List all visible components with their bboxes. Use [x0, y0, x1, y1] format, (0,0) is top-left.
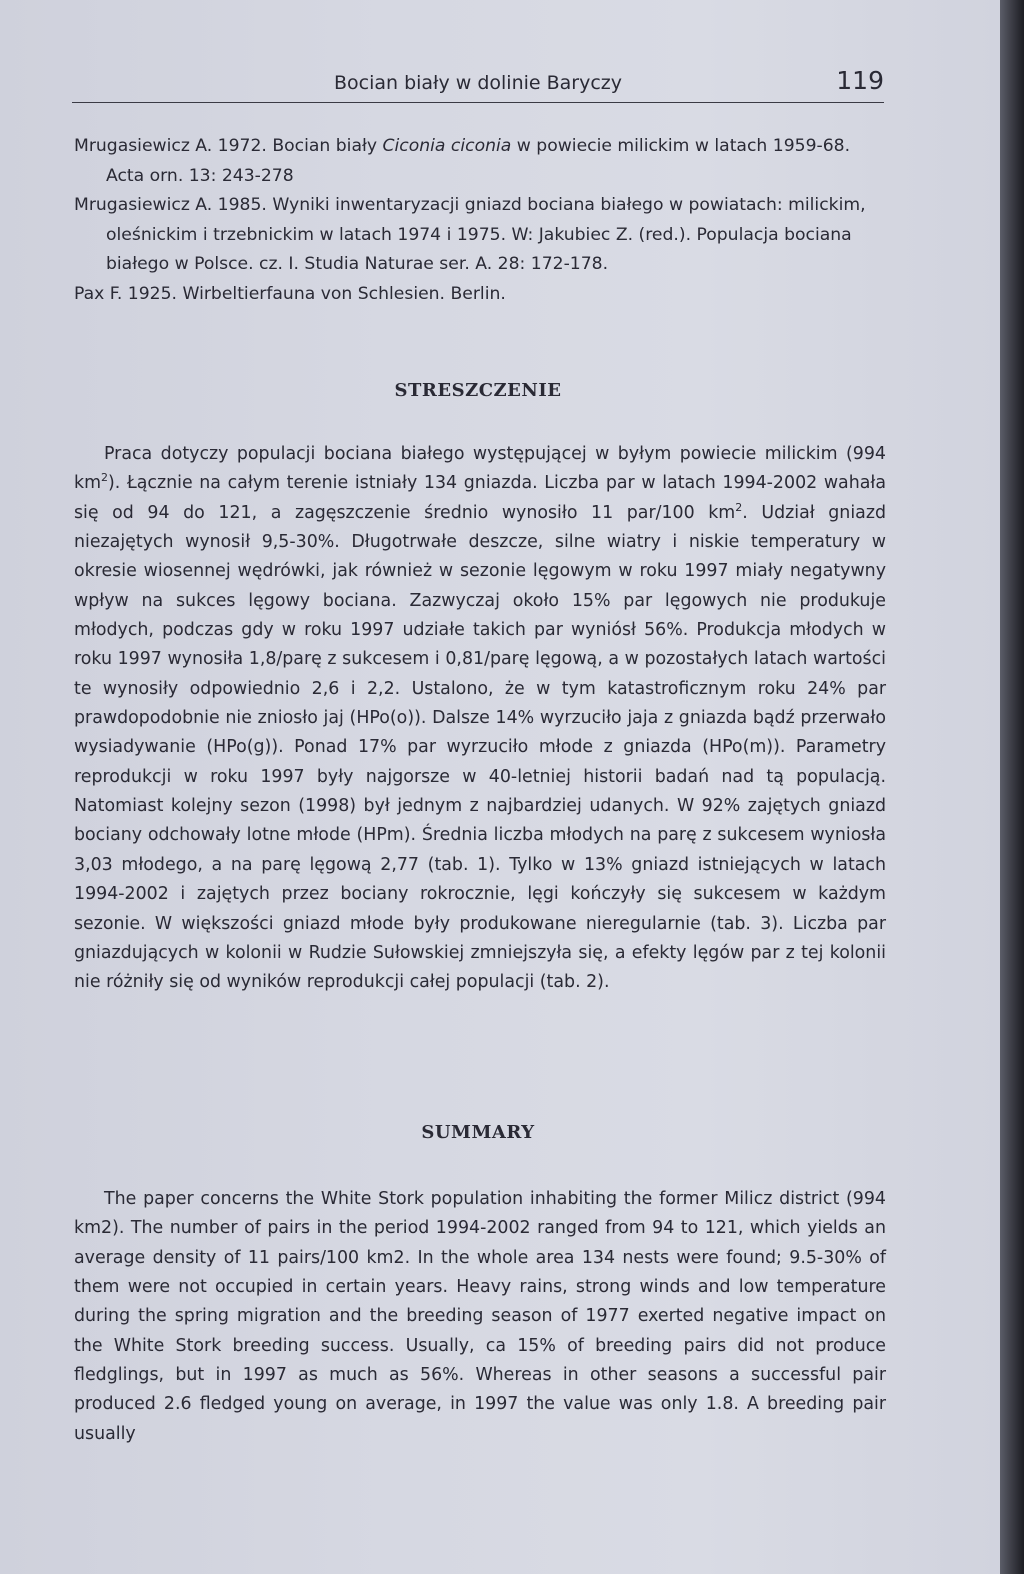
reference-species-name: Ciconia ciconia — [382, 136, 512, 156]
reference-text: Mrugasiewicz A. 1972. Bocian biały — [74, 136, 383, 156]
streszczenie-heading: STRESZCZENIE — [394, 380, 562, 401]
running-title: Bocian biały w dolinie Baryczy — [333, 72, 623, 94]
reference-list — [74, 132, 886, 309]
reference-item — [74, 191, 886, 280]
reference-text: Pax F. 1925. Wirbeltierfauna von Schlesien. Berlin. — [74, 283, 506, 304]
streszczenie-text: Praca dotyczy populacji bociana białego występującej w byłym powiecie milickim (994 km — [74, 444, 886, 494]
reference-item — [74, 280, 886, 310]
page-number: 119 — [836, 66, 884, 95]
streszczenie-paragraph — [74, 440, 886, 998]
superscript: 2 — [101, 471, 109, 485]
reference-text: w powiecie milickim w latach 1959-68. Acta orn. 13: 243-278 — [106, 136, 851, 186]
page-edge-shadow — [1000, 0, 1024, 1574]
summary-paragraph: The paper concerns the White Stork population inhabiting the former Milicz district (994 km2). The number of pairs in the period 1994-2002 ranged from 94 to 121, which yields an average density of 11 pairs/100 km2. In the whole area 134 nests were found; 9.5-30% of them were not occupied in certain years. Heavy rains, strong winds and low temperature during the spring migration and the breeding season of 1977 exerted negative impact on the White Stork breeding success. Usually, ca 15% of breeding pairs did not produce fledglings, but in 1997 as much as 56%. Whereas in other seasons a successful pair produced 2.6 fledged young on average, in 1997 the value was only 1.8. A breeding pair usually — [74, 1189, 886, 1444]
reference-text: Mrugasiewicz A. 1985. Wyniki inwentaryzacji gniazd bociana białego w powiatach: milickim, oleśnickim i trzebnickim w latach 1974 i 1975. W: Jakubiec Z. (red.). Populacja bociana białego w Polsce. cz. I. Studia Naturae ser. A. 28: 172-178. — [74, 195, 866, 274]
superscript: 2 — [735, 500, 743, 514]
streszczenie-text: . Udział gniazd niezajętych wynosił 9,5-30%. Długotrwałe deszcze, silne wiatry i niskie temperatury w okresie wiosennej wędrówki, jak również w sezonie lęgowym w roku 1997 miały negatywny wpływ na sukces lęgowy bociana. Zazwyczaj około 15% par lęgowych nie produkuje młodych, podczas gdy w roku 1997 udziałe takich par wyniósł 56%. Produkcja młodych w roku 1997 wynosiła 1,8/parę z sukcesem i 0,81/parę lęgową, a w pozostałych latach wartości te wynosiły odpowiednio 2,6 i 2,2. Ustalono, że w tym katastroficznym roku 24% par prawdopodobnie nie zniosło jaj (HPo(o)). Dalsze 14% wyrzuciło jaja z gniazda bądź przerwało wysiadywanie (HPo(g)). Ponad 17% par wyrzuciło młode z gniazda (HPo(m)). Parametry reprodukcji w roku 1997 były najgorsze w 40-letniej historii badań nad tą populacją. Natomiast kolejny sezon (1998) był jednym z najbardziej udanych. W 92% zajętych gniazd bociany odchowały lotne młode (HPm). Średnia liczba młodych na parę z sukcesem wyniosła 3,03 młodego, a na parę lęgową 2,77 (tab. 1). Tylko w 13% gniazd istniejących w latach 1994-2002 i zajętych przez bociany rokrocznie, lęgi kończyły się sukcesem w każdym sezonie. W większości gniazd młode były produkowane nieregularnie (tab. 3). Liczba par gniazdujących w kolonii w Rudzie Sułowskiej zmniejszyła się, a efekty lęgów par z tej kolonii nie różniły się od wyników reprodukcji całej populacji (tab. 2). — [74, 502, 886, 993]
running-header — [72, 64, 884, 103]
reference-item — [74, 132, 886, 191]
streszczenie-text: ). Łącznie na całym terenie istniały 134 gniazda. Liczba par w latach 1994-2002 wahała się od 94 do 121, a zagęszczenie średnio wynosiło 11 par/100 km — [74, 473, 886, 523]
summary-heading: SUMMARY — [421, 1122, 535, 1143]
